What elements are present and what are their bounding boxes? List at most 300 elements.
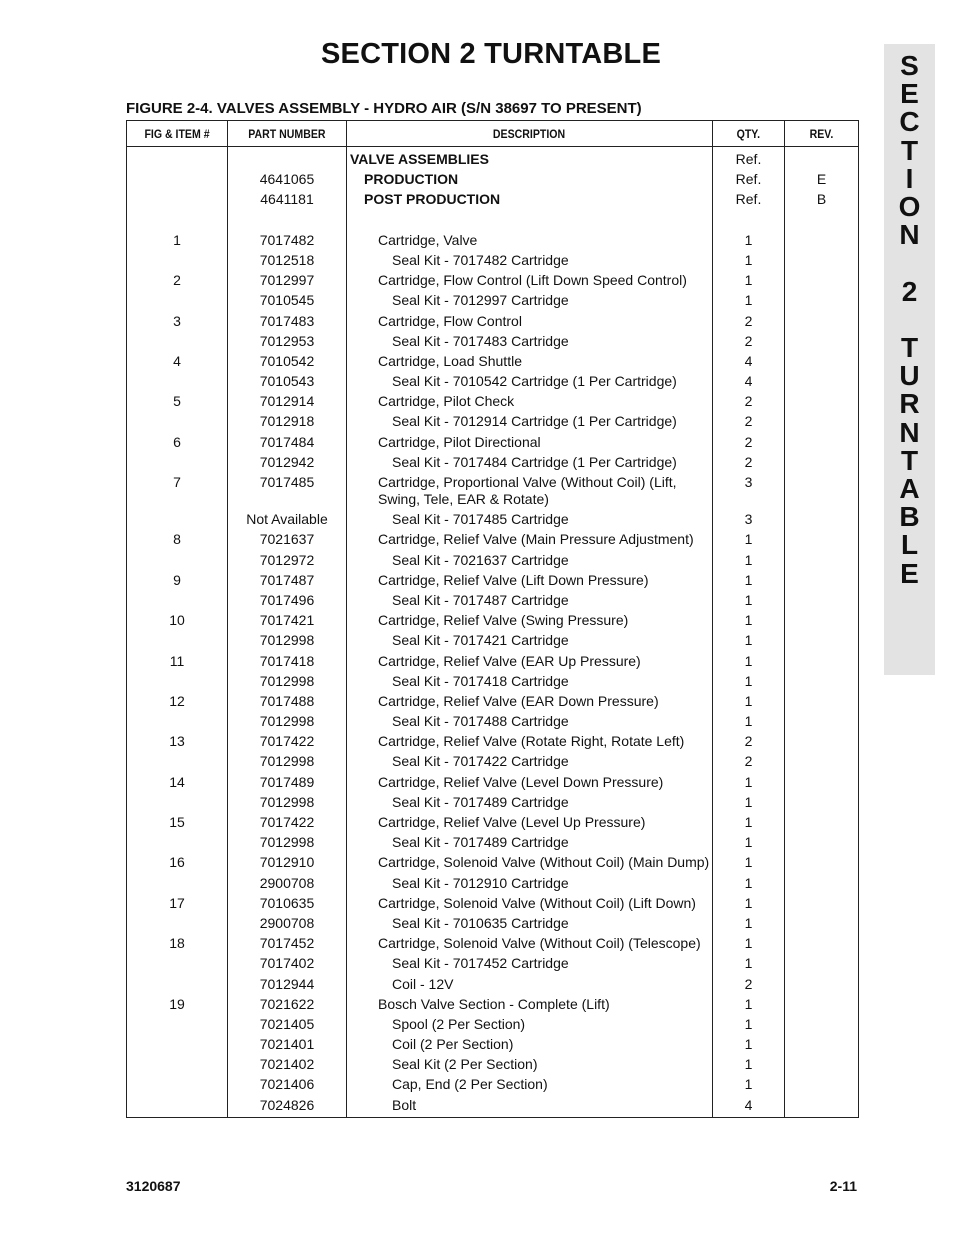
table-row — [127, 671, 859, 691]
side-tab-letter: N — [899, 416, 920, 448]
part-number-cell: 7017452 — [228, 934, 347, 954]
table-row — [127, 752, 859, 772]
fig-item-cell: 9 — [127, 570, 228, 590]
description-cell: Seal Kit - 7021637 Cartridge — [347, 550, 713, 570]
part-number-cell: 2900708 — [228, 913, 347, 933]
qty-cell: 1 — [713, 873, 785, 893]
side-tab-letter: E — [900, 78, 919, 110]
description-cell: Coil - 12V — [347, 974, 713, 994]
rev-cell — [785, 331, 859, 351]
description-cell: Cartridge, Relief Valve (Lift Down Pressure) — [347, 570, 713, 590]
description-cell: Seal Kit - 7017483 Cartridge — [347, 331, 713, 351]
fig-item-cell: 17 — [127, 893, 228, 913]
rev-cell — [785, 432, 859, 452]
table-row — [127, 570, 859, 590]
qty-cell: Ref. — [713, 147, 785, 170]
table-row — [127, 833, 859, 853]
fig-item-cell — [127, 1014, 228, 1034]
qty-cell: 2 — [713, 331, 785, 351]
table-row — [127, 550, 859, 570]
part-number-cell: 7021406 — [228, 1075, 347, 1095]
description-cell: Seal Kit - 7017421 Cartridge — [347, 631, 713, 651]
fig-item-cell — [127, 331, 228, 351]
part-number-cell: 7012998 — [228, 711, 347, 731]
part-number-cell: 7010545 — [228, 291, 347, 311]
rev-cell — [785, 271, 859, 291]
fig-item-cell — [127, 147, 228, 170]
description-cell: Cartridge, Load Shuttle — [347, 351, 713, 371]
description-cell: Seal Kit - 7012910 Cartridge — [347, 873, 713, 893]
fig-item-cell — [127, 170, 228, 190]
fig-item-cell — [127, 510, 228, 530]
rev-cell — [785, 412, 859, 432]
rev-cell — [785, 210, 859, 230]
table-row — [127, 913, 859, 933]
fig-item-cell: 14 — [127, 772, 228, 792]
part-number-cell: 7012910 — [228, 853, 347, 873]
description-cell: Cartridge, Solenoid Valve (Without Coil) (Main Dump) — [347, 853, 713, 873]
side-tab-letter: T — [900, 444, 919, 476]
description-cell: Seal Kit - 7017488 Cartridge — [347, 711, 713, 731]
part-number-cell: 7012998 — [228, 833, 347, 853]
qty-cell: 1 — [713, 812, 785, 832]
table-row — [127, 1095, 859, 1117]
side-tab-letter: B — [899, 501, 920, 533]
qty-cell: 2 — [713, 732, 785, 752]
qty-cell: 1 — [713, 994, 785, 1014]
table-row — [127, 412, 859, 432]
description-cell: Cartridge, Flow Control (Lift Down Speed Control) — [347, 271, 713, 291]
side-tab-letter: U — [899, 360, 920, 392]
part-number-cell: 7012998 — [228, 792, 347, 812]
table-row — [127, 853, 859, 873]
fig-item-cell — [127, 913, 228, 933]
table-row — [127, 792, 859, 812]
table-row — [127, 432, 859, 452]
part-number-cell: 7012944 — [228, 974, 347, 994]
qty-cell — [713, 210, 785, 230]
part-number-cell: 7012518 — [228, 250, 347, 270]
table-row — [127, 392, 859, 412]
qty-cell: 1 — [713, 893, 785, 913]
table-row — [127, 611, 859, 631]
description-cell: Cartridge, Valve — [347, 230, 713, 250]
fig-item-cell — [127, 452, 228, 472]
document-number: 3120687 — [126, 1178, 181, 1194]
description-cell: Seal Kit - 7017482 Cartridge — [347, 250, 713, 270]
part-number-cell: 7024826 — [228, 1095, 347, 1117]
col-header-description: DESCRIPTION — [347, 121, 713, 147]
qty-cell: 1 — [713, 250, 785, 270]
fig-item-cell: 10 — [127, 611, 228, 631]
part-number-cell: 7012997 — [228, 271, 347, 291]
qty-cell: 3 — [713, 472, 785, 509]
qty-cell: 1 — [713, 833, 785, 853]
qty-cell: 4 — [713, 351, 785, 371]
part-number-cell: 7017482 — [228, 230, 347, 250]
description-cell: VALVE ASSEMBLIES — [347, 147, 713, 170]
fig-item-cell — [127, 873, 228, 893]
table-row — [127, 934, 859, 954]
rev-cell — [785, 631, 859, 651]
rev-cell — [785, 732, 859, 752]
rev-cell — [785, 772, 859, 792]
table-row — [127, 711, 859, 731]
description-cell: Cartridge, Relief Valve (Level Up Pressure) — [347, 812, 713, 832]
rev-cell — [785, 392, 859, 412]
fig-item-cell: 19 — [127, 994, 228, 1014]
table-row — [127, 371, 859, 391]
part-number-cell: 7010635 — [228, 893, 347, 913]
qty-cell: 1 — [713, 934, 785, 954]
qty-cell: 1 — [713, 1014, 785, 1034]
side-tab-letter — [884, 306, 935, 334]
fig-item-cell — [127, 291, 228, 311]
table-row — [127, 873, 859, 893]
rev-cell — [785, 1034, 859, 1054]
table-row — [127, 190, 859, 210]
description-cell: Coil (2 Per Section) — [347, 1034, 713, 1054]
table-row — [127, 1075, 859, 1095]
table-row — [127, 631, 859, 651]
part-number-cell: 7012918 — [228, 412, 347, 432]
rev-cell — [785, 954, 859, 974]
table-row — [127, 250, 859, 270]
description-cell: Seal Kit - 7017452 Cartridge — [347, 954, 713, 974]
fig-item-cell — [127, 631, 228, 651]
description-cell: Seal Kit - 7017487 Cartridge — [347, 590, 713, 610]
part-number-cell: Not Available — [228, 510, 347, 530]
fig-item-cell — [127, 671, 228, 691]
part-number-cell — [228, 147, 347, 170]
qty-cell: 1 — [713, 611, 785, 631]
rev-cell — [785, 147, 859, 170]
table-row — [127, 1055, 859, 1075]
table-row — [127, 893, 859, 913]
description-cell: Seal Kit - 7017489 Cartridge — [347, 792, 713, 812]
table-row — [127, 732, 859, 752]
table-row — [127, 530, 859, 550]
qty-cell: 1 — [713, 550, 785, 570]
fig-item-cell: 15 — [127, 812, 228, 832]
qty-cell: 1 — [713, 954, 785, 974]
part-number-cell: 7017485 — [228, 472, 347, 509]
table-row — [127, 210, 859, 230]
description-cell: Cap, End (2 Per Section) — [347, 1075, 713, 1095]
fig-item-cell: 12 — [127, 691, 228, 711]
side-tab-letter — [884, 249, 935, 277]
rev-cell — [785, 311, 859, 331]
table-row — [127, 772, 859, 792]
table-row — [127, 510, 859, 530]
fig-item-cell: 11 — [127, 651, 228, 671]
table-row — [127, 147, 859, 170]
table-row — [127, 812, 859, 832]
description-cell: Seal Kit - 7017485 Cartridge — [347, 510, 713, 530]
rev-cell — [785, 250, 859, 270]
page-title: SECTION 2 TURNTABLE — [321, 38, 661, 70]
fig-item-cell — [127, 371, 228, 391]
rev-cell — [785, 452, 859, 472]
table-header-row — [127, 121, 859, 147]
qty-cell: 1 — [713, 271, 785, 291]
fig-item-cell — [127, 210, 228, 230]
fig-item-cell — [127, 1075, 228, 1095]
table-row — [127, 974, 859, 994]
description-cell: PRODUCTION — [347, 170, 713, 190]
description-cell: Seal Kit - 7010542 Cartridge (1 Per Cartridge) — [347, 371, 713, 391]
description-cell: Seal Kit - 7010635 Cartridge — [347, 913, 713, 933]
table-row — [127, 311, 859, 331]
qty-cell: 1 — [713, 1034, 785, 1054]
rev-cell — [785, 893, 859, 913]
fig-item-cell — [127, 412, 228, 432]
side-tab-letter: C — [899, 106, 920, 138]
part-number-cell: 4641181 — [228, 190, 347, 210]
page-number: 2-11 — [829, 1178, 857, 1194]
part-number-cell: 7012953 — [228, 331, 347, 351]
parts-table — [126, 120, 859, 1118]
rev-cell — [785, 752, 859, 772]
fig-item-cell — [127, 752, 228, 772]
rev-cell: E — [785, 170, 859, 190]
qty-cell: 1 — [713, 792, 785, 812]
qty-cell: 3 — [713, 510, 785, 530]
rev-cell — [785, 651, 859, 671]
qty-cell: 2 — [713, 452, 785, 472]
description-cell: Spool (2 Per Section) — [347, 1014, 713, 1034]
rev-cell — [785, 1095, 859, 1117]
fig-item-cell: 5 — [127, 392, 228, 412]
fig-item-cell — [127, 792, 228, 812]
part-number-cell: 7017418 — [228, 651, 347, 671]
rev-cell — [785, 873, 859, 893]
rev-cell — [785, 671, 859, 691]
rev-cell — [785, 833, 859, 853]
part-number-cell: 7010543 — [228, 371, 347, 391]
side-tab-letter: E — [900, 557, 919, 589]
rev-cell: B — [785, 190, 859, 210]
side-tab-letter: A — [899, 473, 920, 505]
description-cell: Bolt — [347, 1095, 713, 1117]
qty-cell: 2 — [713, 752, 785, 772]
part-number-cell: 7012998 — [228, 631, 347, 651]
table-row — [127, 691, 859, 711]
description-cell: Seal Kit - 7012914 Cartridge (1 Per Cartridge) — [347, 412, 713, 432]
fig-item-cell: 8 — [127, 530, 228, 550]
qty-cell: 1 — [713, 853, 785, 873]
description-cell: Bosch Valve Section - Complete (Lift) — [347, 994, 713, 1014]
part-number-cell: 4641065 — [228, 170, 347, 190]
qty-cell: 4 — [713, 371, 785, 391]
rev-cell — [785, 570, 859, 590]
rev-cell — [785, 371, 859, 391]
fig-item-cell: 13 — [127, 732, 228, 752]
qty-cell: Ref. — [713, 190, 785, 210]
description-cell: Cartridge, Relief Valve (Swing Pressure) — [347, 611, 713, 631]
rev-cell — [785, 291, 859, 311]
description-cell: Cartridge, Flow Control — [347, 311, 713, 331]
rev-cell — [785, 691, 859, 711]
part-number-cell — [228, 210, 347, 230]
rev-cell — [785, 934, 859, 954]
description-cell: Seal Kit - 7017489 Cartridge — [347, 833, 713, 853]
rev-cell — [785, 351, 859, 371]
fig-item-cell: 2 — [127, 271, 228, 291]
part-number-cell: 7017402 — [228, 954, 347, 974]
fig-item-cell — [127, 190, 228, 210]
qty-cell: 1 — [713, 530, 785, 550]
qty-cell: Ref. — [713, 170, 785, 190]
side-tab-letter: S — [900, 50, 919, 81]
table-row — [127, 954, 859, 974]
side-tab-letters — [884, 52, 935, 588]
description-cell: Cartridge, Solenoid Valve (Without Coil) (Telescope) — [347, 934, 713, 954]
section-side-tab — [884, 44, 935, 675]
description-cell: Cartridge, Proportional Valve (Without Coil) (Lift, Swing, Tele, EAR & Rotate) — [347, 472, 713, 509]
part-number-cell: 7021401 — [228, 1034, 347, 1054]
table-row — [127, 351, 859, 371]
table-row — [127, 230, 859, 250]
part-number-cell: 7017483 — [228, 311, 347, 331]
side-tab-letter: O — [898, 191, 921, 223]
rev-cell — [785, 1075, 859, 1095]
part-number-cell: 7012998 — [228, 752, 347, 772]
table-row — [127, 271, 859, 291]
fig-item-cell — [127, 711, 228, 731]
part-number-cell: 7017484 — [228, 432, 347, 452]
qty-cell: 1 — [713, 230, 785, 250]
part-number-cell: 7012914 — [228, 392, 347, 412]
part-number-cell: 7010542 — [228, 351, 347, 371]
figure-caption: FIGURE 2-4. VALVES ASSEMBLY - HYDRO AIR (S/N 38697 TO PRESENT) — [126, 100, 642, 117]
rev-cell — [785, 611, 859, 631]
qty-cell: 1 — [713, 691, 785, 711]
col-header-fig-item: FIG & ITEM # — [127, 121, 228, 147]
part-number-cell: 7012998 — [228, 671, 347, 691]
qty-cell: 1 — [713, 570, 785, 590]
table-row — [127, 291, 859, 311]
side-tab-letter: N — [899, 219, 920, 251]
fig-item-cell: 7 — [127, 472, 228, 509]
qty-cell: 1 — [713, 913, 785, 933]
part-number-cell: 7021622 — [228, 994, 347, 1014]
table-row — [127, 651, 859, 671]
description-cell — [347, 210, 713, 230]
rev-cell — [785, 853, 859, 873]
table-row — [127, 1034, 859, 1054]
fig-item-cell — [127, 550, 228, 570]
fig-item-cell: 16 — [127, 853, 228, 873]
fig-item-cell — [127, 1095, 228, 1117]
rev-cell — [785, 792, 859, 812]
qty-cell: 2 — [713, 432, 785, 452]
description-cell: Cartridge, Relief Valve (Rotate Right, Rotate Left) — [347, 732, 713, 752]
side-tab-letter: T — [900, 332, 919, 364]
qty-cell: 1 — [713, 1055, 785, 1075]
fig-item-cell: 3 — [127, 311, 228, 331]
rev-cell — [785, 812, 859, 832]
description-cell: Cartridge, Relief Valve (EAR Down Pressure) — [347, 691, 713, 711]
part-number-cell: 7017489 — [228, 772, 347, 792]
fig-item-cell — [127, 590, 228, 610]
qty-cell: 2 — [713, 412, 785, 432]
qty-cell: 2 — [713, 974, 785, 994]
col-header-rev: REV. — [785, 121, 859, 147]
rev-cell — [785, 472, 859, 509]
qty-cell: 1 — [713, 291, 785, 311]
description-cell: Seal Kit - 7017484 Cartridge (1 Per Cartridge) — [347, 452, 713, 472]
rev-cell — [785, 510, 859, 530]
rev-cell — [785, 974, 859, 994]
fig-item-cell — [127, 250, 228, 270]
fig-item-cell: 1 — [127, 230, 228, 250]
fig-item-cell — [127, 974, 228, 994]
qty-cell: 1 — [713, 711, 785, 731]
col-header-qty: QTY. — [713, 121, 785, 147]
table-row — [127, 452, 859, 472]
part-number-cell: 7017422 — [228, 812, 347, 832]
qty-cell: 1 — [713, 772, 785, 792]
fig-item-cell: 4 — [127, 351, 228, 371]
side-tab-letter: 2 — [901, 275, 918, 307]
description-cell: Cartridge, Pilot Check — [347, 392, 713, 412]
side-tab-letter: L — [900, 529, 919, 561]
rev-cell — [785, 913, 859, 933]
description-cell: Cartridge, Pilot Directional — [347, 432, 713, 452]
table-row — [127, 994, 859, 1014]
part-number-cell: 7012942 — [228, 452, 347, 472]
qty-cell: 1 — [713, 631, 785, 651]
description-cell: Cartridge, Solenoid Valve (Without Coil) (Lift Down) — [347, 893, 713, 913]
table-row — [127, 331, 859, 351]
side-tab-letter: I — [905, 162, 914, 194]
part-number-cell: 7017487 — [228, 570, 347, 590]
part-number-cell: 7017488 — [228, 691, 347, 711]
table-row — [127, 1014, 859, 1034]
part-number-cell: 7017496 — [228, 590, 347, 610]
rev-cell — [785, 590, 859, 610]
part-number-cell: 7021405 — [228, 1014, 347, 1034]
qty-cell: 2 — [713, 311, 785, 331]
part-number-cell: 7012972 — [228, 550, 347, 570]
description-cell: Seal Kit - 7017422 Cartridge — [347, 752, 713, 772]
fig-item-cell — [127, 954, 228, 974]
rev-cell — [785, 230, 859, 250]
col-header-part-number: PART NUMBER — [228, 121, 347, 147]
description-cell: POST PRODUCTION — [347, 190, 713, 210]
fig-item-cell — [127, 1034, 228, 1054]
side-tab-letter: R — [899, 388, 920, 420]
table-row — [127, 170, 859, 190]
qty-cell: 1 — [713, 651, 785, 671]
part-number-cell: 7017421 — [228, 611, 347, 631]
rev-cell — [785, 530, 859, 550]
fig-item-cell: 6 — [127, 432, 228, 452]
description-cell: Seal Kit - 7017418 Cartridge — [347, 671, 713, 691]
qty-cell: 2 — [713, 392, 785, 412]
rev-cell — [785, 994, 859, 1014]
fig-item-cell — [127, 1055, 228, 1075]
part-number-cell: 7021402 — [228, 1055, 347, 1075]
part-number-cell: 7021637 — [228, 530, 347, 550]
description-cell: Cartridge, Relief Valve (Main Pressure Adjustment) — [347, 530, 713, 550]
table-row — [127, 472, 859, 509]
description-cell: Seal Kit (2 Per Section) — [347, 1055, 713, 1075]
fig-item-cell — [127, 833, 228, 853]
table-body — [127, 147, 859, 1118]
description-cell: Cartridge, Relief Valve (Level Down Pressure) — [347, 772, 713, 792]
